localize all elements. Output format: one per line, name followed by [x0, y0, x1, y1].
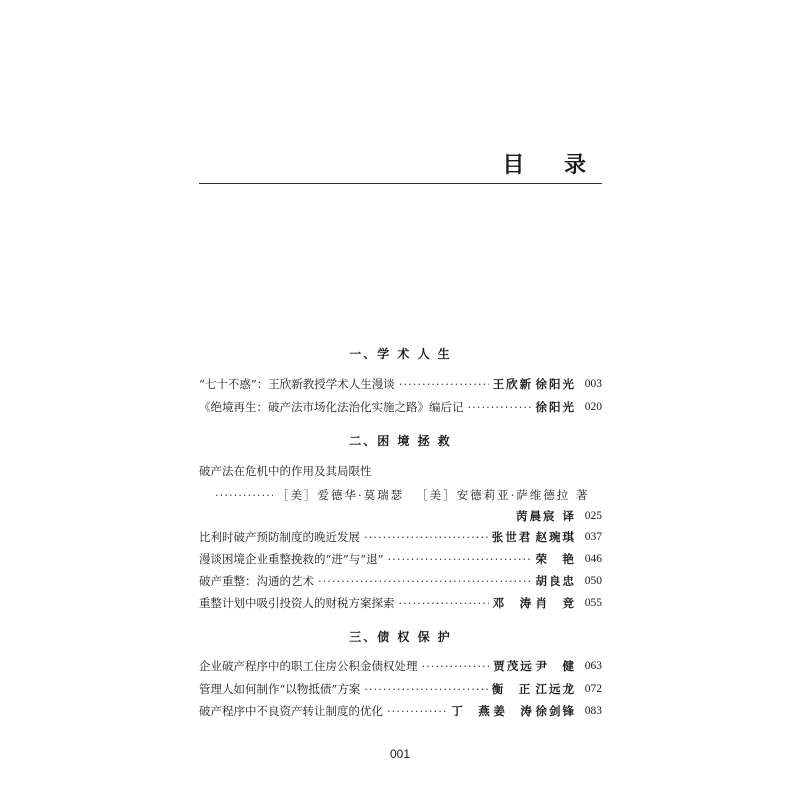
entry-author: 张世君: [491, 530, 533, 544]
entry-translator: 苪晨宸 译: [515, 509, 576, 523]
entry-page: 050: [584, 575, 602, 587]
leader-dots: [399, 377, 489, 391]
page-number: 001: [389, 747, 411, 761]
entry-author: 衡 正: [491, 682, 533, 696]
leader-dots: [468, 400, 532, 414]
leader-dots: [364, 682, 487, 696]
entry-title: 管理人如何制作“以物抵债”方案: [199, 682, 361, 696]
leader-dots: [399, 596, 489, 610]
leader-dots: [422, 659, 490, 673]
entry-author: 江远龙: [535, 682, 576, 696]
entry-author: 徐阳光: [535, 377, 576, 391]
toc-entry-authors: [215, 486, 602, 504]
entry-page: 025: [584, 510, 602, 522]
entry-author: 徐剑锋: [535, 704, 577, 718]
toc-entry[interactable]: [199, 398, 602, 416]
toc-entry[interactable]: [199, 528, 602, 546]
entry-title: 企业破产程序中的职工住房公积金债权处理: [199, 659, 418, 673]
toc-entry[interactable]: [199, 657, 602, 675]
toc-entry[interactable]: [199, 572, 602, 590]
entry-author: ［美］安德莉亚·萨维德拉 著: [416, 488, 590, 502]
entry-author: 赵琬琪: [535, 530, 576, 544]
entry-page: 020: [584, 401, 602, 413]
entry-title: 重整计划中吸引投资人的财税方案探索: [199, 596, 395, 610]
toc-entry[interactable]: [199, 462, 602, 480]
section-heading: 一、学 术 人 生: [349, 347, 452, 361]
entry-page: 037: [584, 531, 602, 543]
entry-title: “七十不惑”：王欣新教授学术人生漫谈: [199, 377, 395, 391]
leader-dots: [388, 552, 532, 566]
page-title: 目 录: [502, 153, 602, 178]
entry-author: 肖 竞: [535, 596, 576, 610]
entry-page: 063: [584, 660, 602, 672]
entry-page: 072: [584, 683, 602, 695]
entry-author: 荣 艳: [535, 552, 576, 566]
leader-dots: [215, 488, 273, 502]
toc-entry[interactable]: [199, 594, 602, 612]
leader-dots: [387, 704, 447, 718]
entry-title: 破产重整：沟通的艺术: [199, 574, 314, 588]
toc-entry[interactable]: [199, 550, 602, 568]
entry-author: ［美］爱德华·莫瑞瑟: [277, 488, 405, 502]
entry-author: 贾茂远: [493, 659, 534, 673]
toc-entry-translator: [199, 507, 602, 525]
entry-page: 083: [584, 705, 603, 717]
toc-entry[interactable]: [199, 375, 602, 393]
section-heading: 二、困 境 拯 救: [349, 434, 452, 448]
entry-title: 破产法在危机中的作用及其局限性: [199, 464, 372, 478]
entry-author: 姜 涛: [493, 704, 534, 718]
entry-author: 尹 健: [535, 659, 576, 673]
section-heading: 三、债 权 保 护: [349, 630, 452, 644]
entry-page: 046: [584, 553, 602, 565]
entry-page: 003: [584, 378, 602, 390]
entry-title: 破产程序中不良资产转让制度的优化: [199, 704, 383, 718]
toc-entry[interactable]: [199, 680, 602, 698]
leader-dots: [318, 574, 532, 588]
entry-title: 比利时破产预防制度的晚近发展: [199, 530, 360, 544]
entry-title: 漫谈困境企业重整挽救的“进”与“退”: [199, 552, 384, 566]
entry-title: 《绝境再生：破产法市场化法治化实施之路》编后记: [199, 400, 464, 414]
entry-author: 徐阳光: [535, 400, 576, 414]
entry-author: 胡良忠: [535, 574, 576, 588]
entry-author: 邓 涛: [492, 596, 534, 610]
toc-entry[interactable]: [199, 702, 602, 720]
entry-author: 丁 燕: [451, 704, 492, 718]
entry-author: 王欣新: [492, 377, 534, 391]
title-divider: [199, 183, 602, 184]
leader-dots: [364, 530, 488, 544]
entry-page: 055: [584, 597, 602, 609]
